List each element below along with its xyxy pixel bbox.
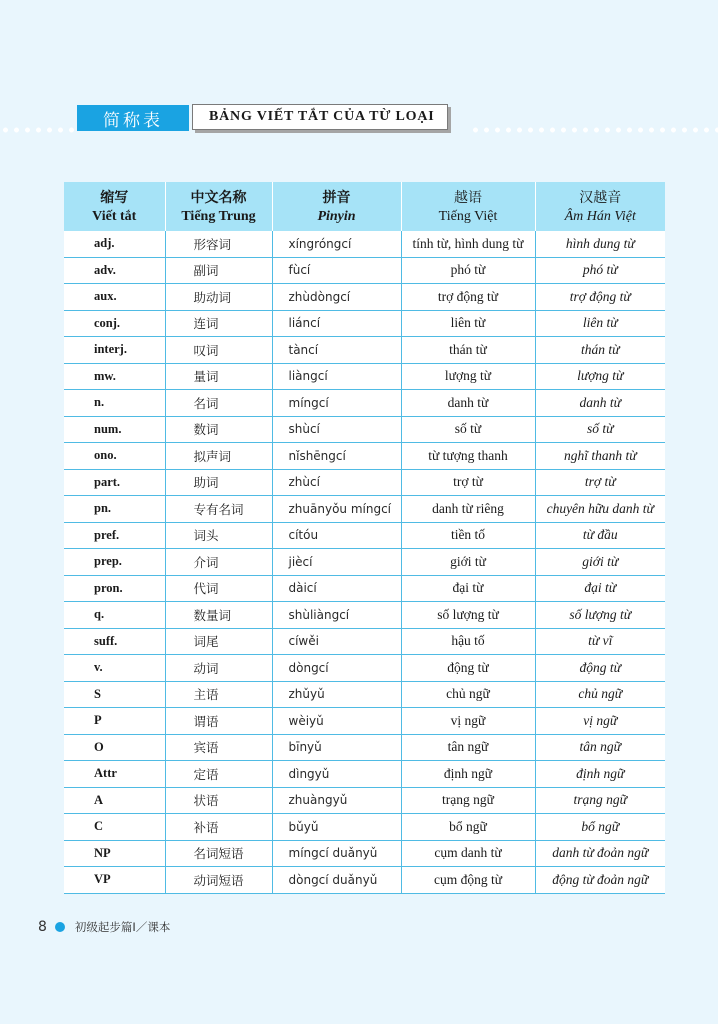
cell-chinese: 叹词 <box>165 337 272 364</box>
cell-sino-vietnamese: số từ <box>535 416 665 443</box>
cell-vietnamese: từ tượng thanh <box>401 443 535 470</box>
cell-vietnamese: cụm động từ <box>401 867 535 894</box>
table-row <box>64 814 665 841</box>
cell-chinese: 名词短语 <box>165 840 272 867</box>
cell-pinyin: bǔyǔ <box>272 814 401 841</box>
table-header <box>64 182 665 231</box>
cell-abbreviation: NP <box>64 840 165 867</box>
cell-vietnamese: lượng từ <box>401 363 535 390</box>
cell-vietnamese: tân ngữ <box>401 734 535 761</box>
cell-pinyin: cíwěi <box>272 628 401 655</box>
cell-pinyin: wèiyǔ <box>272 708 401 735</box>
column-header-sub: Âm Hán Việt <box>564 208 636 224</box>
table-row <box>64 416 665 443</box>
cell-sino-vietnamese: liên từ <box>535 310 665 337</box>
cell-vietnamese: chủ ngữ <box>401 681 535 708</box>
cell-sino-vietnamese: số lượng từ <box>535 602 665 629</box>
cell-chinese: 词尾 <box>165 628 272 655</box>
cell-abbreviation: A <box>64 787 165 814</box>
column-header-sino-vietnamese <box>535 182 665 231</box>
table-row <box>64 443 665 470</box>
cell-chinese: 谓语 <box>165 708 272 735</box>
cell-chinese: 拟声词 <box>165 443 272 470</box>
cell-pinyin: zhùcí <box>272 469 401 496</box>
cell-pinyin: míngcí duǎnyǔ <box>272 840 401 867</box>
column-header-sub: Viết tắt <box>92 208 137 224</box>
cell-pinyin: cítóu <box>272 522 401 549</box>
cell-pinyin: nǐshēngcí <box>272 443 401 470</box>
cell-pinyin: zhuàngyǔ <box>272 787 401 814</box>
column-header-zh: 越语 <box>454 189 482 206</box>
page-number: 8 <box>38 919 47 935</box>
cell-abbreviation: conj. <box>64 310 165 337</box>
cell-pinyin: dàicí <box>272 575 401 602</box>
cell-vietnamese: số lượng từ <box>401 602 535 629</box>
cell-vietnamese: tiền tố <box>401 522 535 549</box>
cell-abbreviation: mw. <box>64 363 165 390</box>
cell-sino-vietnamese: nghĩ thanh từ <box>535 443 665 470</box>
column-header-sub: Pinyin <box>317 208 356 224</box>
cell-sino-vietnamese: chủ ngữ <box>535 681 665 708</box>
cell-abbreviation: pron. <box>64 575 165 602</box>
table-row <box>64 231 665 257</box>
cell-sino-vietnamese: định ngữ <box>535 761 665 788</box>
abbreviation-table <box>64 182 665 894</box>
cell-sino-vietnamese: động từ <box>535 655 665 682</box>
cell-abbreviation: C <box>64 814 165 841</box>
cell-pinyin: bīnyǔ <box>272 734 401 761</box>
table-row <box>64 522 665 549</box>
cell-chinese: 状语 <box>165 787 272 814</box>
page-footer <box>38 917 170 937</box>
column-header-zh: 缩写 <box>100 189 129 206</box>
cell-pinyin: dìngyǔ <box>272 761 401 788</box>
table-row <box>64 734 665 761</box>
table-row <box>64 284 665 311</box>
cell-abbreviation: suff. <box>64 628 165 655</box>
cell-pinyin: liáncí <box>272 310 401 337</box>
cell-pinyin: dòngcí duǎnyǔ <box>272 867 401 894</box>
cell-vietnamese: số từ <box>401 416 535 443</box>
column-header-zh: 拼音 <box>322 189 351 206</box>
table-body <box>64 231 665 893</box>
column-header-sub: Tiếng Trung <box>181 208 256 224</box>
cell-chinese: 代词 <box>165 575 272 602</box>
cell-sino-vietnamese: danh từ đoản ngữ <box>535 840 665 867</box>
cell-abbreviation: v. <box>64 655 165 682</box>
cell-abbreviation: num. <box>64 416 165 443</box>
cell-chinese: 词头 <box>165 522 272 549</box>
cell-abbreviation: adv. <box>64 257 165 284</box>
cell-vietnamese: vị ngữ <box>401 708 535 735</box>
cell-vietnamese: liên từ <box>401 310 535 337</box>
cell-abbreviation: n. <box>64 390 165 417</box>
cell-vietnamese: bổ ngữ <box>401 814 535 841</box>
cell-sino-vietnamese: trạng ngữ <box>535 787 665 814</box>
cell-chinese: 介词 <box>165 549 272 576</box>
cell-abbreviation: Attr <box>64 761 165 788</box>
cell-vietnamese: trợ động từ <box>401 284 535 311</box>
cell-sino-vietnamese: lượng từ <box>535 363 665 390</box>
column-header-sub: Tiếng Việt <box>438 208 498 224</box>
cell-abbreviation: q. <box>64 602 165 629</box>
section-title-chinese: 简称表 <box>77 105 189 131</box>
cell-vietnamese: hậu tố <box>401 628 535 655</box>
cell-chinese: 形容词 <box>165 231 272 257</box>
cell-chinese: 名词 <box>165 390 272 417</box>
cell-vietnamese: trợ từ <box>401 469 535 496</box>
cell-pinyin: zhǔyǔ <box>272 681 401 708</box>
cell-abbreviation: ono. <box>64 443 165 470</box>
cell-chinese: 补语 <box>165 814 272 841</box>
cell-chinese: 助动词 <box>165 284 272 311</box>
table-row <box>64 337 665 364</box>
book-title: 初级起步篇Ⅰ／课本 <box>74 920 171 934</box>
table-row <box>64 840 665 867</box>
cell-pinyin: jiècí <box>272 549 401 576</box>
cell-abbreviation: interj. <box>64 337 165 364</box>
cell-pinyin: xíngróngcí <box>272 231 401 257</box>
cell-sino-vietnamese: từ vĩ <box>535 628 665 655</box>
table-row <box>64 628 665 655</box>
cell-chinese: 动词 <box>165 655 272 682</box>
cell-chinese: 主语 <box>165 681 272 708</box>
cell-sino-vietnamese: tân ngữ <box>535 734 665 761</box>
column-header-chinese <box>165 182 272 231</box>
cell-abbreviation: P <box>64 708 165 735</box>
cell-vietnamese: cụm danh từ <box>401 840 535 867</box>
cell-sino-vietnamese: danh từ <box>535 390 665 417</box>
cell-chinese: 连词 <box>165 310 272 337</box>
cell-vietnamese: giới từ <box>401 549 535 576</box>
cell-abbreviation: pref. <box>64 522 165 549</box>
cell-chinese: 数词 <box>165 416 272 443</box>
cell-chinese: 助词 <box>165 469 272 496</box>
cell-abbreviation: S <box>64 681 165 708</box>
column-header-zh: 中文名称 <box>190 189 247 206</box>
cell-chinese: 动词短语 <box>165 867 272 894</box>
cell-pinyin: zhuānyǒu míngcí <box>272 496 401 523</box>
cell-vietnamese: đại từ <box>401 575 535 602</box>
table-row <box>64 310 665 337</box>
table-row <box>64 867 665 894</box>
cell-abbreviation: prep. <box>64 549 165 576</box>
cell-abbreviation: O <box>64 734 165 761</box>
cell-vietnamese: phó từ <box>401 257 535 284</box>
cell-abbreviation: adj. <box>64 231 165 257</box>
cell-pinyin: liàngcí <box>272 363 401 390</box>
cell-abbreviation: VP <box>64 867 165 894</box>
table-row <box>64 257 665 284</box>
cell-pinyin: zhùdòngcí <box>272 284 401 311</box>
column-header-abbreviation <box>64 182 165 231</box>
cell-sino-vietnamese: vị ngữ <box>535 708 665 735</box>
column-header-vietnamese <box>401 182 535 231</box>
cell-pinyin: tàncí <box>272 337 401 364</box>
cell-chinese: 宾语 <box>165 734 272 761</box>
bullet-dot-icon <box>55 922 65 932</box>
table-row <box>64 602 665 629</box>
table-row <box>64 549 665 576</box>
table-row <box>64 469 665 496</box>
cell-abbreviation: pn. <box>64 496 165 523</box>
cell-vietnamese: thán từ <box>401 337 535 364</box>
cell-sino-vietnamese: từ đầu <box>535 522 665 549</box>
cell-chinese: 数量词 <box>165 602 272 629</box>
column-header-zh: 汉越音 <box>579 189 622 206</box>
column-header-pinyin <box>272 182 401 231</box>
cell-sino-vietnamese: bổ ngữ <box>535 814 665 841</box>
cell-pinyin: shùcí <box>272 416 401 443</box>
decorative-dots-left <box>0 127 80 133</box>
cell-vietnamese: tính từ, hình dung từ <box>401 231 535 257</box>
cell-sino-vietnamese: chuyên hữu danh từ <box>535 496 665 523</box>
cell-vietnamese: trạng ngữ <box>401 787 535 814</box>
table-row <box>64 496 665 523</box>
table-row <box>64 390 665 417</box>
cell-sino-vietnamese: thán từ <box>535 337 665 364</box>
cell-vietnamese: danh từ riêng <box>401 496 535 523</box>
cell-pinyin: fùcí <box>272 257 401 284</box>
table-row <box>64 363 665 390</box>
cell-sino-vietnamese: hình dung từ <box>535 231 665 257</box>
cell-sino-vietnamese: phó từ <box>535 257 665 284</box>
cell-chinese: 专有名词 <box>165 496 272 523</box>
cell-sino-vietnamese: giới từ <box>535 549 665 576</box>
table-row <box>64 708 665 735</box>
cell-vietnamese: động từ <box>401 655 535 682</box>
cell-chinese: 定语 <box>165 761 272 788</box>
cell-abbreviation: part. <box>64 469 165 496</box>
table-row <box>64 787 665 814</box>
cell-sino-vietnamese: trợ từ <box>535 469 665 496</box>
table-row <box>64 575 665 602</box>
decorative-dots-right <box>470 127 718 133</box>
cell-sino-vietnamese: động từ đoản ngữ <box>535 867 665 894</box>
cell-abbreviation: aux. <box>64 284 165 311</box>
table-row <box>64 655 665 682</box>
cell-chinese: 副词 <box>165 257 272 284</box>
cell-sino-vietnamese: trợ động từ <box>535 284 665 311</box>
section-title-vietnamese: BẢNG VIẾT TẮT CỦA TỪ LOẠI <box>192 104 448 130</box>
cell-vietnamese: danh từ <box>401 390 535 417</box>
table-row <box>64 681 665 708</box>
cell-chinese: 量词 <box>165 363 272 390</box>
cell-sino-vietnamese: đại từ <box>535 575 665 602</box>
cell-pinyin: shùliàngcí <box>272 602 401 629</box>
cell-pinyin: míngcí <box>272 390 401 417</box>
table-row <box>64 761 665 788</box>
cell-vietnamese: định ngữ <box>401 761 535 788</box>
cell-pinyin: dòngcí <box>272 655 401 682</box>
